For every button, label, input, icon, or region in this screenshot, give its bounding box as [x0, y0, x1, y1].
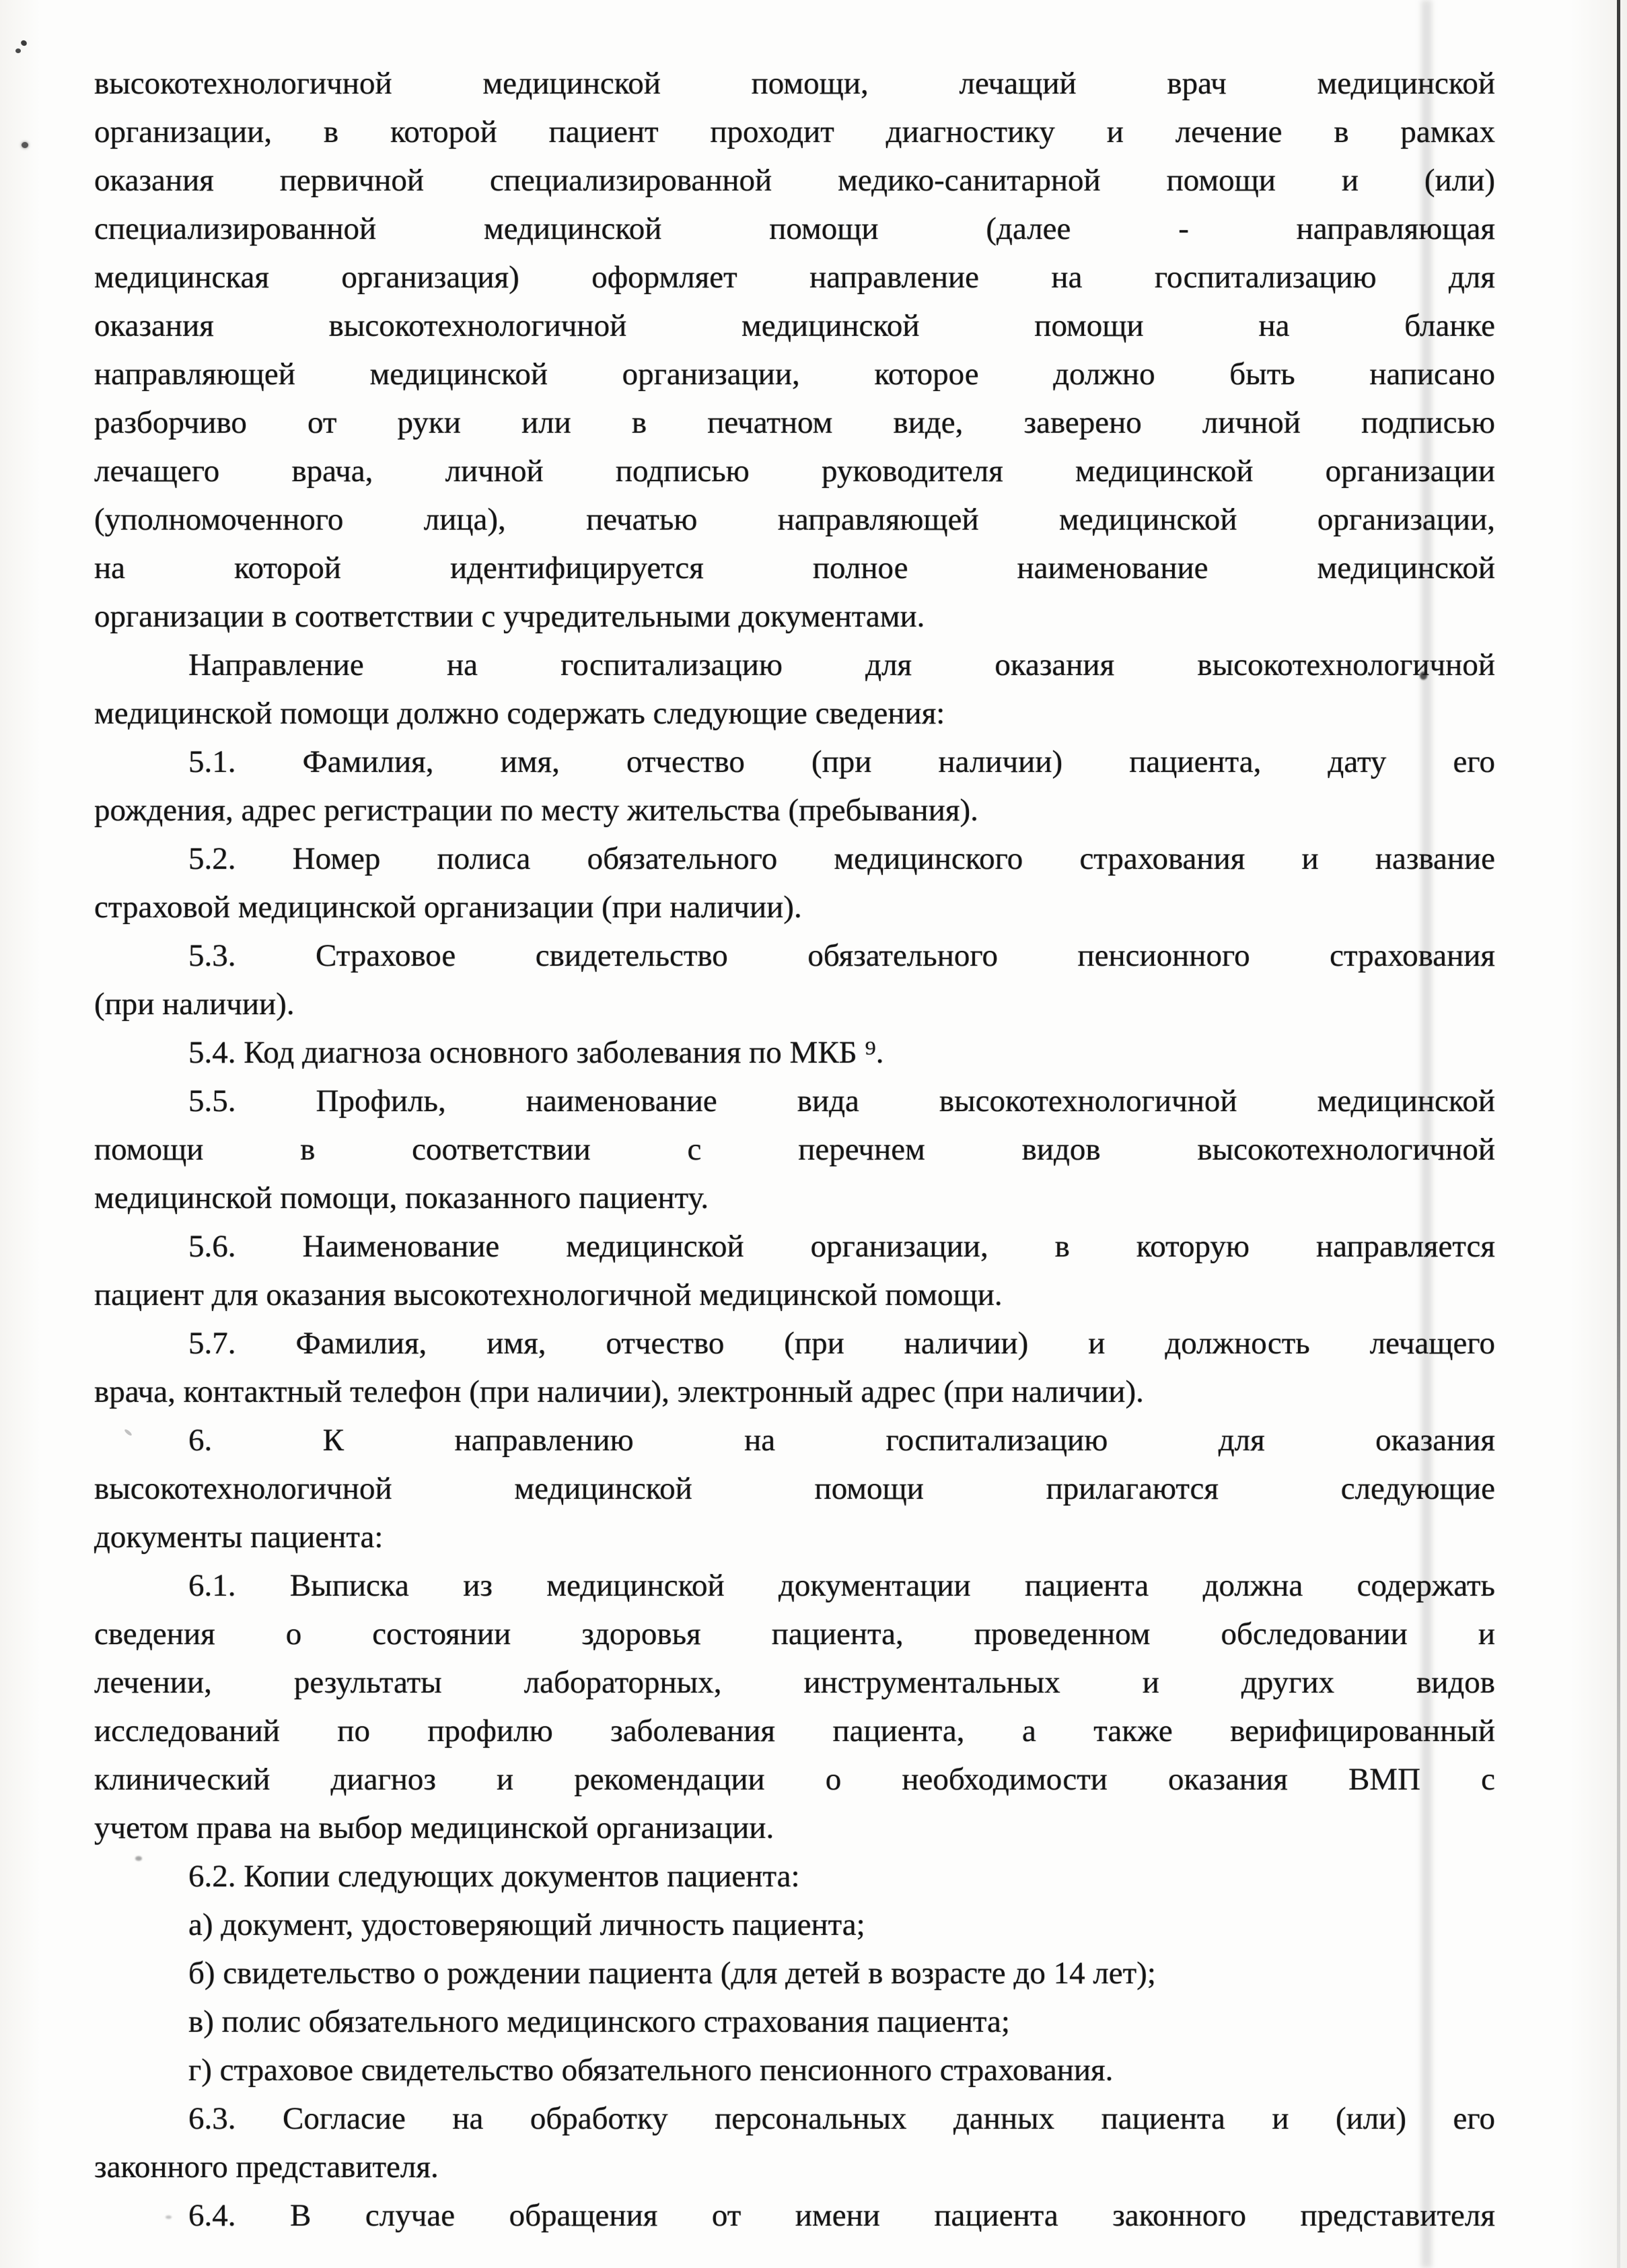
text-line: оказания высокотехнологичной медицинской помощи на бланке — [94, 308, 1495, 343]
text-line: рождения, адрес регистрации по месту жительства (пребывания). — [94, 793, 978, 828]
text-line: сведения о состоянии здоровья пациента, проведенном обследовании и — [94, 1617, 1495, 1652]
text-line: в) полис обязательного медицинского страхования пациента; — [188, 2004, 1010, 2039]
text-line: медицинской помощи должно содержать следующие сведения: — [94, 696, 945, 731]
text-line: 5.1. Фамилия, имя, отчество (при наличии) пациента, дату его — [188, 744, 1495, 779]
text-line: лечащего врача, личной подписью руководителя медицинской организации — [94, 454, 1495, 489]
scan-artifact-speck — [15, 48, 21, 53]
text-line: б) свидетельство о рождении пациента (для детей в возрасте до 14 лет); — [188, 1956, 1156, 1991]
text-line: высокотехнологичной медицинской помощи, лечащий врач медицинской — [94, 66, 1495, 101]
text-line: законного представителя. — [94, 2150, 439, 2185]
text-line: медицинская организация) оформляет направление на госпитализацию для — [94, 260, 1495, 295]
document-text-block — [94, 59, 1495, 2240]
text-line: документы пациента: — [94, 1520, 384, 1555]
text-line: 5.4. Код диагноза основного заболевания по МКБ ⁹. — [188, 1035, 884, 1070]
text-line: на которой идентифицируется полное наименование медицинской — [94, 551, 1495, 586]
text-line: 6.3. Согласие на обработку персональных данных пациента и (или) его — [188, 2101, 1495, 2136]
text-line: оказания первичной специализированной медико-санитарной помощи и (или) — [94, 163, 1495, 198]
text-line: 5.2. Номер полиса обязательного медицинского страхования и название — [188, 841, 1495, 876]
text-line: учетом права на выбор медицинской организации. — [94, 1810, 774, 1845]
text-line: Направление на госпитализацию для оказания высокотехнологичной — [188, 647, 1495, 682]
text-line: 5.5. Профиль, наименование вида высокотехнологичной медицинской — [188, 1084, 1495, 1119]
text-line: 6.1. Выписка из медицинской документации пациента должна содержать — [188, 1568, 1495, 1603]
text-line: помощи в соответствии с перечнем видов высокотехнологичной — [94, 1132, 1495, 1167]
text-line: 5.6. Наименование медицинской организации, в которую направляется — [188, 1229, 1495, 1264]
text-line: врача, контактный телефон (при наличии), электронный адрес (при наличии). — [94, 1374, 1144, 1409]
text-line: г) страховое свидетельство обязательного пенсионного страхования. — [188, 2053, 1114, 2088]
text-line: страховой медицинской организации (при наличии). — [94, 890, 802, 925]
scan-artifact-right-edge-line — [1617, 0, 1620, 2268]
text-line: 5.7. Фамилия, имя, отчество (при наличии) и должность лечащего — [188, 1326, 1495, 1361]
text-line: медицинской помощи, показанного пациенту. — [94, 1180, 709, 1215]
text-line: лечении, результаты лабораторных, инструментальных и других видов — [94, 1665, 1495, 1700]
text-line: специализированной медицинской помощи (далее - направляющая — [94, 211, 1495, 246]
text-line: разборчиво от руки или в печатном виде, заверено личной подписью — [94, 405, 1495, 440]
text-line: пациент для оказания высокотехнологичной медицинской помощи. — [94, 1277, 1003, 1312]
text-line: (уполномоченного лица), печатью направляющей медицинской организации, — [94, 502, 1495, 537]
scan-artifact-speck — [20, 39, 28, 47]
text-line: направляющей медицинской организации, которое должно быть написано — [94, 357, 1495, 392]
text-line: организации, в которой пациент проходит диагностику и лечение в рамках — [94, 114, 1495, 149]
text-line: исследований по профилю заболевания пациента, а также верифицированный — [94, 1713, 1495, 1748]
text-line: клинический диагноз и рекомендации о необходимости оказания ВМП с — [94, 1762, 1495, 1797]
text-line: 6.2. Копии следующих документов пациента: — [188, 1859, 800, 1894]
text-line: организации в соответствии с учредительными документами. — [94, 599, 925, 634]
text-line: а) документ, удостоверяющий личность пациента; — [188, 1907, 865, 1942]
text-line: высокотехнологичной медицинской помощи прилагаются следующие — [94, 1471, 1495, 1506]
text-line: 5.3. Страховое свидетельство обязательного пенсионного страхования — [188, 938, 1495, 973]
scan-artifact-speck — [22, 142, 28, 148]
text-line: 6. К направлению на госпитализацию для оказания — [188, 1423, 1495, 1458]
text-line: 6.4. В случае обращения от имени пациента законного представителя — [188, 2198, 1495, 2233]
text-line: (при наличии). — [94, 987, 295, 1022]
